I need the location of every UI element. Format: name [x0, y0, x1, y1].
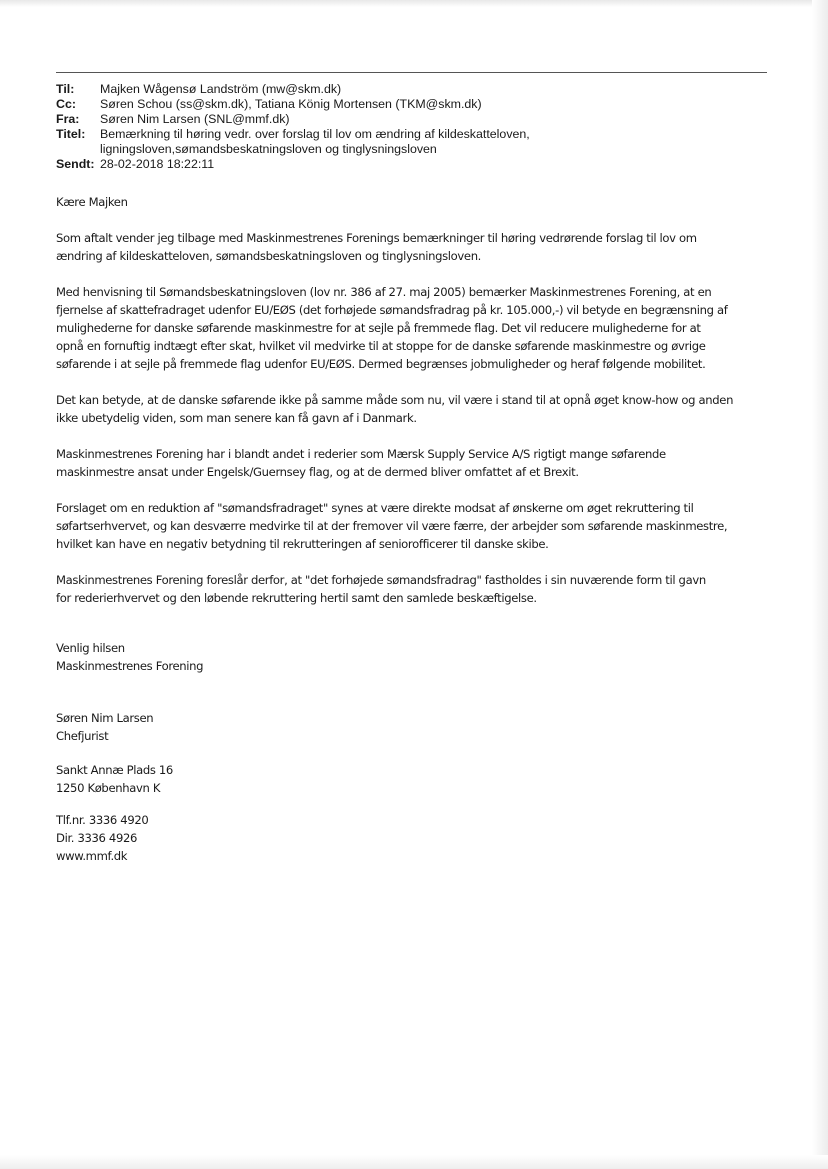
- paragraph-line: mulighederne for danske søfarende maskinmestre for at sejle på fremmede flag. Det vil reducere mulighederne for at: [56, 321, 701, 335]
- address-street: Sankt Annæ Plads 16: [56, 763, 173, 777]
- paragraph-line: Som aftalt vender jeg tilbage med Maskinmestrenes Forenings bemærkninger til høring vedrørende forslag til lov om: [56, 231, 697, 245]
- paragraph-line: for rederierhvervet og den løbende rekruttering hertil samt den samlede beskæftigelse.: [56, 591, 537, 605]
- cc-value: Søren Schou (ss@skm.dk), Tatiana König Mortensen (TKM@skm.dk): [100, 97, 482, 111]
- address-city: 1250 København K: [56, 781, 161, 795]
- to-row: [56, 82, 776, 97]
- paragraph-line: Med henvisning til Sømandsbeskatningsloven (lov nr. 386 af 27. maj 2005) bemærker Maskinmestrenes Forening, at en: [56, 285, 712, 299]
- greeting: Kære Majken: [56, 195, 128, 209]
- paragraph-line: Det kan betyde, at de danske søfarende ikke på samme måde som nu, vil være i stand til at opnå øget know-how og anden: [56, 393, 734, 407]
- subject-value: [100, 127, 776, 157]
- to-label: Til:: [56, 82, 75, 96]
- scan-edge-top: [0, 0, 828, 7]
- email-header: [56, 82, 776, 172]
- to-value: Majken Wågensø Landström (mw@skm.dk): [100, 82, 342, 96]
- paragraph-line: maskinmestre ansat under Engelsk/Guernsey flag, og at de dermed bliver omfattet af et Brexit.: [56, 465, 579, 479]
- signer-name: Søren Nim Larsen: [56, 711, 154, 725]
- header-divider: [56, 72, 767, 73]
- subject-row: [56, 127, 776, 157]
- from-value: Søren Nim Larsen (SNL@mmf.dk): [100, 112, 290, 126]
- subject-line-2: ligningsloven,sømandsbeskatningsloven og tinglysningsloven: [100, 142, 437, 156]
- sent-value: 28-02-2018 18:22:11: [100, 157, 215, 171]
- signer-title: Chefjurist: [56, 729, 109, 743]
- paragraph-line: søfarende i at sejle på fremmede flag udenfor EU/EØS. Dermed begrænses jobmuligheder og heraf følgende mobilitet.: [56, 357, 706, 371]
- paragraph-2: [56, 283, 772, 373]
- scan-edge-bottom: [0, 1155, 828, 1169]
- paragraph-5: [56, 499, 772, 553]
- paragraph-line: hvilket kan have en negativ betydning til rekrutteringen af seniorofficerer til danske skibe.: [56, 537, 549, 551]
- website-link-anchor[interactable]: www.mmf.dk: [56, 849, 128, 863]
- paragraph-line: Maskinmestrenes Forening har i blandt andet i rederier som Mærsk Supply Service A/S rigtigt mange søfarende: [56, 447, 666, 461]
- paragraph-line: Maskinmestrenes Forening foreslår derfor, at "det forhøjede sømandsfradrag" fastholdes i sin nuværende form til gavn: [56, 573, 706, 587]
- paragraph-line: opnå en fornuftig indtægt efter skat, hvilket vil medvirke til at stoppe for de danske søfarende maskinmestre og øvrige: [56, 339, 706, 353]
- paragraph-3: [56, 391, 772, 427]
- paragraph-6: [56, 571, 772, 607]
- sent-row: [56, 157, 776, 172]
- email-body: [56, 193, 772, 865]
- phone-number: Tlf.nr. 3336 4920: [56, 813, 149, 827]
- cc-row: [56, 97, 776, 112]
- scan-edge-right: [812, 0, 828, 1169]
- cc-label: Cc:: [56, 97, 76, 111]
- paragraph-1: [56, 229, 772, 265]
- paragraph-4: [56, 445, 772, 481]
- subject-label: Titel:: [56, 127, 86, 141]
- direct-number: Dir. 3336 4926: [56, 831, 138, 845]
- paragraph-line: søfartserhvervet, og kan desværre medvirke til at der fremover vil være færre, der arbejder som søfarende maskinmestre,: [56, 519, 728, 533]
- closing-organization: Maskinmestrenes Forening: [56, 659, 204, 673]
- closing-line: Venlig hilsen: [56, 641, 125, 655]
- from-row: [56, 112, 776, 127]
- from-label: Fra:: [56, 112, 80, 126]
- subject-line-1: Bemærkning til høring vedr. over forslag til lov om ændring af kildeskatteloven,: [100, 127, 530, 141]
- paragraph-line: Forslaget om en reduktion af "sømandsfradraget" synes at være direkte modsat af ønskerne om øget rekruttering til: [56, 501, 694, 515]
- paragraph-line: ændring af kildeskatteloven, sømandsbeskatningsloven og tinglysningsloven.: [56, 249, 482, 263]
- paragraph-line: ikke ubetydelig viden, som man senere kan få gavn af i Danmark.: [56, 411, 417, 425]
- paragraph-line: fjernelse af skattefradraget udenfor EU/EØS (det forhøjede sømandsfradrag på kr. 105.000,-) vil betyde en begrænsning af: [56, 303, 728, 317]
- website-link: [56, 847, 772, 865]
- sent-label: Sendt:: [56, 157, 95, 171]
